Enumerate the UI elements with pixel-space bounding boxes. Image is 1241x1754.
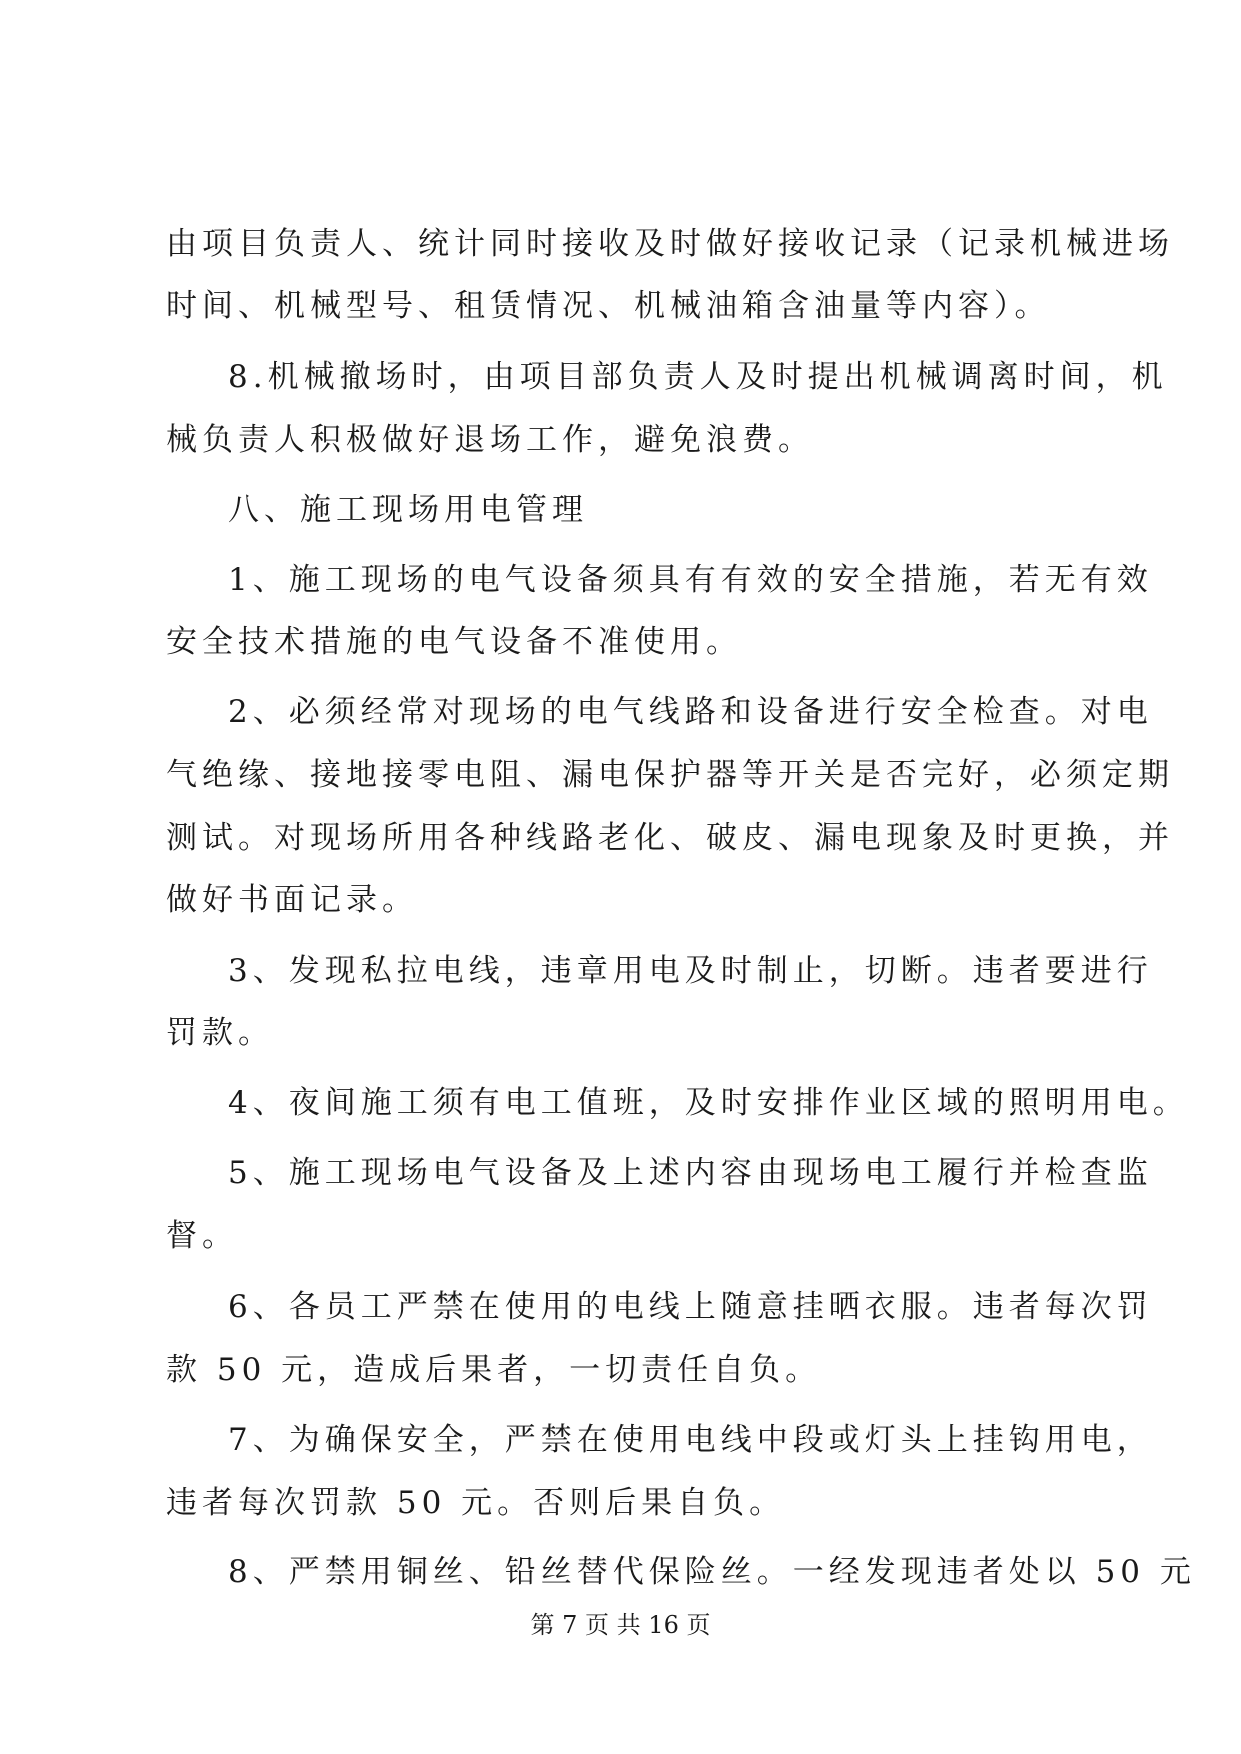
text-line: 做好书面记录。 xyxy=(166,882,418,918)
text-line: 5、施工现场电气设备及上述内容由现场电工履行并检查监 xyxy=(228,1155,1153,1191)
text-line: 违者每次罚款 50 元。否则后果自负。 xyxy=(166,1485,786,1521)
text-line: 气绝缘、接地接零电阻、漏电保护器等开关是否完好，必须定期 xyxy=(166,757,1174,793)
text-line: 3、发现私拉电线，违章用电及时制止，切断。违者要进行 xyxy=(228,953,1153,989)
text-line: 4、夜间施工须有电工值班，及时安排作业区域的照明用电。 xyxy=(228,1085,1189,1121)
text-line: 款 50 元，造成后果者，一切责任自负。 xyxy=(166,1352,822,1388)
text-line: 由项目负责人、统计同时接收及时做好接收记录（记录机械进场 xyxy=(166,226,1174,262)
text-line: 督。 xyxy=(166,1218,238,1254)
text-line: 8.机械撤场时，由项目部负责人及时提出机械调离时间，机 xyxy=(228,359,1168,395)
text-line: 2、必须经常对现场的电气线路和设备进行安全检查。对电 xyxy=(228,694,1153,730)
text-line: 8、严禁用铜丝、铅丝替代保险丝。一经发现违者处以 50 元 xyxy=(228,1554,1196,1590)
section-heading: 八、施工现场用电管理 xyxy=(228,492,588,528)
text-line: 6、各员工严禁在使用的电线上随意挂晒衣服。违者每次罚 xyxy=(228,1289,1153,1325)
text-line: 安全技术措施的电气设备不准使用。 xyxy=(166,624,742,660)
text-line: 械负责人积极做好退场工作，避免浪费。 xyxy=(166,422,814,458)
text-line: 测试。对现场所用各种线路老化、破皮、漏电现象及时更换，并 xyxy=(166,820,1174,856)
text-line: 时间、机械型号、租赁情况、机械油箱含油量等内容）。 xyxy=(166,288,1051,324)
text-line: 罚款。 xyxy=(166,1015,274,1051)
page-number-footer: 第 7 页 共 16 页 xyxy=(530,1611,711,1639)
text-line: 1、施工现场的电气设备须具有有效的安全措施，若无有效 xyxy=(228,562,1153,598)
text-line: 7、为确保安全，严禁在使用电线中段或灯头上挂钩用电， xyxy=(228,1422,1153,1458)
